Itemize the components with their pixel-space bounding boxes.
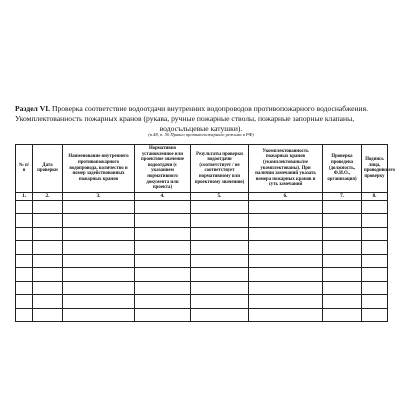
table-row — [16, 295, 388, 309]
table-cell — [191, 200, 249, 214]
column-number: 5. — [191, 192, 249, 200]
table-cell — [135, 241, 191, 255]
table-cell — [16, 308, 33, 322]
table-cell — [63, 227, 135, 241]
table-row — [16, 268, 388, 282]
header-cell: № п/п — [16, 145, 33, 193]
section-title-line3: водосъльцевые катушки). — [159, 124, 243, 133]
table-row — [16, 254, 388, 268]
table-cell — [63, 268, 135, 282]
table-cell — [249, 214, 323, 228]
table-cell — [191, 214, 249, 228]
table-cell — [323, 281, 362, 295]
table-cell — [63, 254, 135, 268]
table-cell — [362, 200, 388, 214]
table-cell — [191, 308, 249, 322]
table-cell — [249, 308, 323, 322]
table-row — [16, 227, 388, 241]
table-cell — [249, 268, 323, 282]
table-cell — [249, 227, 323, 241]
table-cell — [16, 281, 33, 295]
table-cell — [362, 241, 388, 255]
header-row — [16, 145, 388, 193]
header-cell: Наименование внутреннего противопожарного водопровода, количество и номер задействованных пожарных кранов — [63, 145, 135, 193]
table-cell — [16, 254, 33, 268]
table-cell — [362, 254, 388, 268]
table-cell — [323, 200, 362, 214]
table-cell — [362, 227, 388, 241]
column-number: 6. — [249, 192, 323, 200]
table-cell — [191, 295, 249, 309]
regulation-note: (п.48, п. 50 Правил противопожарного режима в РФ) — [148, 132, 254, 137]
table-cell — [63, 214, 135, 228]
table-cell — [323, 241, 362, 255]
table-cell — [249, 241, 323, 255]
header-cell: Нормативно установленное или проектное значение водоотдачи (с указанием нормативного документа или проекта) — [135, 145, 191, 193]
table-cell — [362, 214, 388, 228]
table-row — [16, 308, 388, 322]
table-cell — [16, 227, 33, 241]
section-title-line2: Укомплектованность пожарных кранов (рукава, ручные пожарные стволы, пожарные запорные клапаны, — [15, 114, 355, 123]
table-cell — [33, 214, 63, 228]
table-cell — [16, 268, 33, 282]
table-cell — [33, 281, 63, 295]
table-cell — [63, 295, 135, 309]
table-cell — [249, 295, 323, 309]
inspection-table — [15, 144, 395, 322]
section-title-line1: Проверка соответствие водоотдачи внутренних водопроводов противопожарного водоснабжения. — [50, 104, 369, 113]
table-cell — [323, 308, 362, 322]
table-cell — [249, 254, 323, 268]
table-cell — [63, 281, 135, 295]
table-cell — [323, 254, 362, 268]
table-cell — [323, 227, 362, 241]
table-cell — [63, 200, 135, 214]
table-cell — [191, 227, 249, 241]
table-row — [16, 214, 388, 228]
table-cell — [323, 214, 362, 228]
table-cell — [33, 268, 63, 282]
table-cell — [16, 214, 33, 228]
header-cell: Подпись лица, проводившего проверку — [362, 145, 388, 193]
table-row — [16, 281, 388, 295]
table-cell — [135, 200, 191, 214]
table-cell — [191, 268, 249, 282]
table-cell — [33, 308, 63, 322]
table-cell — [362, 308, 388, 322]
column-number: 4. — [135, 192, 191, 200]
column-number: 8. — [362, 192, 388, 200]
table-cell — [135, 268, 191, 282]
section-heading — [15, 104, 387, 134]
table-cell — [135, 227, 191, 241]
table-cell — [135, 295, 191, 309]
table-cell — [33, 227, 63, 241]
table-row — [16, 241, 388, 255]
table-cell — [362, 295, 388, 309]
table-cell — [16, 200, 33, 214]
table-cell — [191, 281, 249, 295]
table-cell — [63, 308, 135, 322]
table-cell — [323, 268, 362, 282]
table-cell — [323, 295, 362, 309]
column-number: 2. — [33, 192, 63, 200]
table-cell — [33, 241, 63, 255]
header-cell: Укомплектованность пожарных кранов (укомплектованы/не укомплектованы). При наличии замечаний указать номера пожарных кранов и суть замечаний — [249, 145, 323, 193]
table-cell — [16, 241, 33, 255]
header-cell: Результаты проверки водоотдачи (соответствует / не соответствует нормативному или проектному значению) — [191, 145, 249, 193]
column-number-row — [16, 192, 388, 200]
table-row — [16, 200, 388, 214]
table-cell — [249, 281, 323, 295]
table-cell — [135, 281, 191, 295]
table-cell — [63, 241, 135, 255]
table-cell — [33, 254, 63, 268]
table-cell — [191, 254, 249, 268]
table-cell — [16, 295, 33, 309]
header-cell: Дата проверки — [33, 145, 63, 193]
table-cell — [249, 200, 323, 214]
table-cell — [135, 254, 191, 268]
column-number: 1. — [16, 192, 33, 200]
table-cell — [362, 281, 388, 295]
table-cell — [33, 200, 63, 214]
table-cell — [362, 268, 388, 282]
header-cell: Проверка проведена (должность, Ф.И.О., организация) — [323, 145, 362, 193]
column-number: 7. — [323, 192, 362, 200]
table-cell — [135, 308, 191, 322]
section-number: Раздел VI. — [15, 104, 51, 113]
table-cell — [191, 241, 249, 255]
column-number: 3. — [63, 192, 135, 200]
table-cell — [135, 214, 191, 228]
table-cell — [33, 295, 63, 309]
